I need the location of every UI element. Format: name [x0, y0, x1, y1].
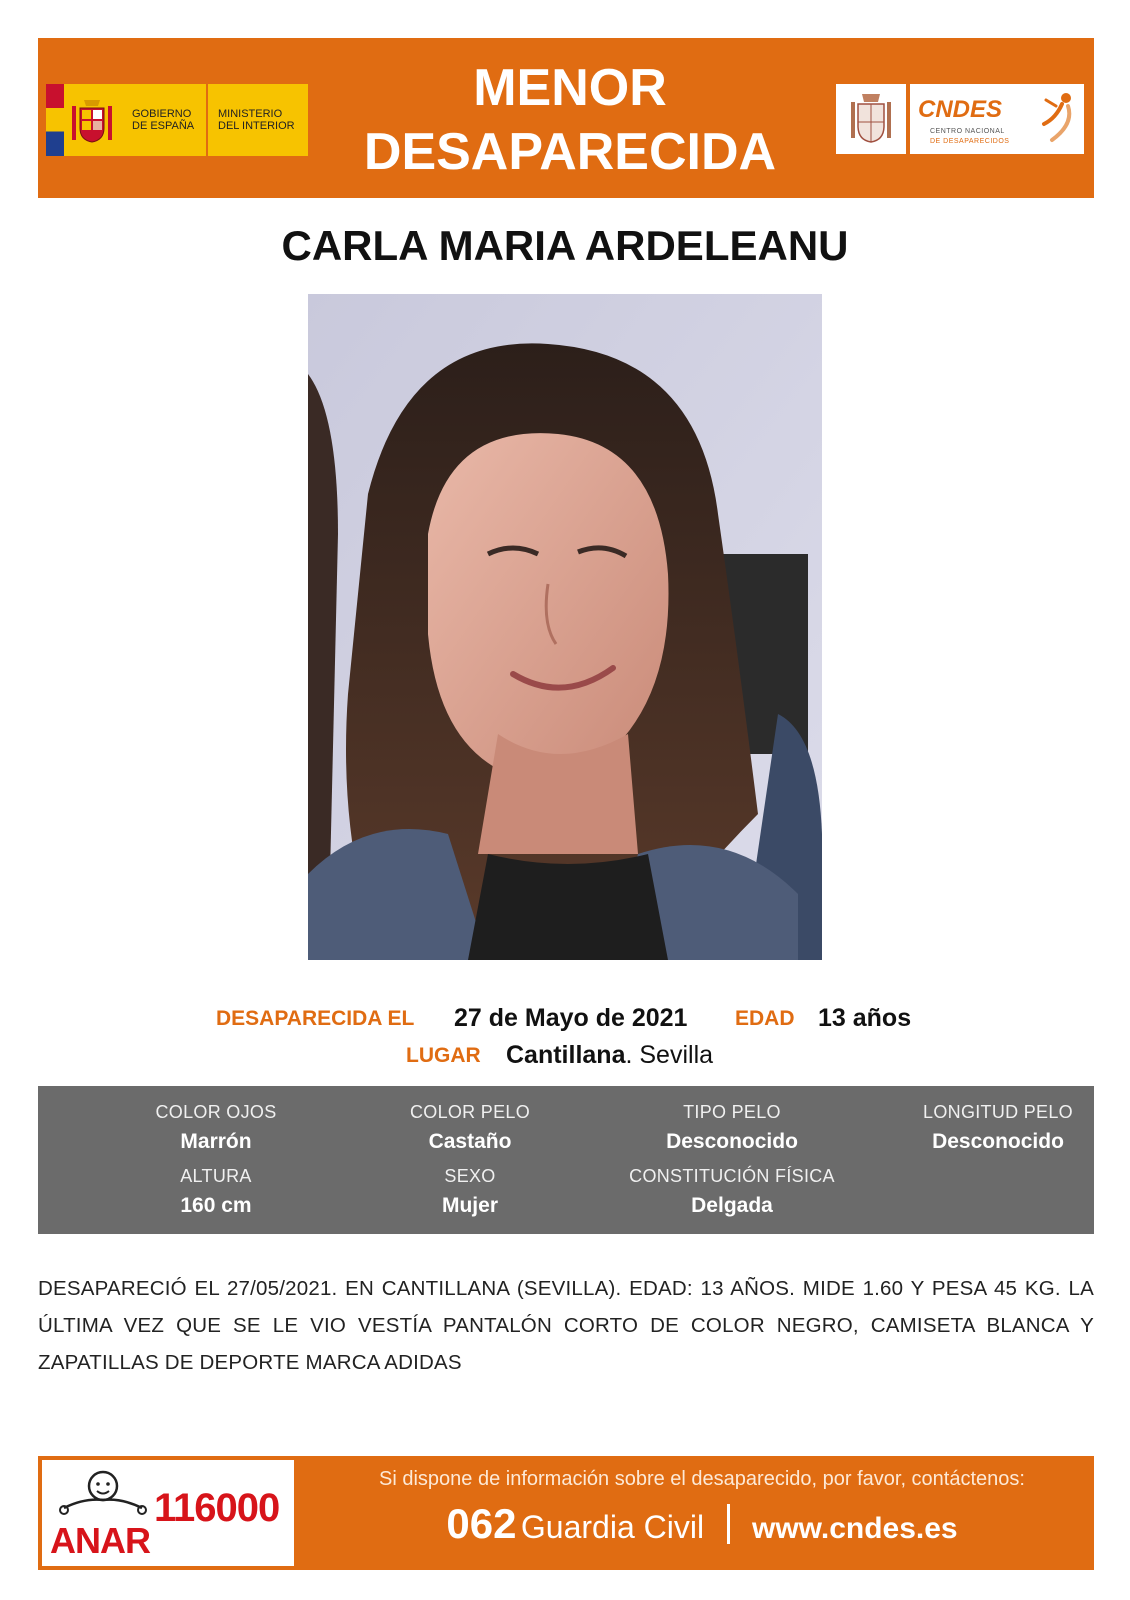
age-value: 13 años — [818, 1004, 912, 1032]
portrait-image — [308, 294, 822, 960]
contact-prompt: Si dispone de información sobre el desaparecido, por favor, contáctenos: — [379, 1468, 1025, 1490]
flag-strip — [46, 84, 64, 156]
place-city: Cantillana — [506, 1041, 626, 1069]
gov-logo-divider — [206, 84, 208, 156]
feature-sex — [340, 1166, 600, 1218]
website-link[interactable]: www.cndes.es — [751, 1512, 958, 1545]
cndes-brand-box — [910, 84, 1084, 154]
age-label: EDAD — [735, 1007, 795, 1030]
feature-value: Delgada — [691, 1194, 773, 1217]
coat-of-arms-icon — [70, 96, 114, 146]
feature-hair-length — [868, 1102, 1128, 1154]
emergency-org: Guardia Civil — [520, 1509, 705, 1545]
feature-value: Castaño — [428, 1130, 512, 1153]
feature-label: ALTURA — [180, 1166, 252, 1186]
missing-person-name: CARLA MARIA ARDELEANU — [281, 222, 849, 269]
emergency-phone[interactable]: 062 — [446, 1500, 517, 1547]
feature-value: Desconocido — [666, 1130, 798, 1153]
running-figure-icon — [1034, 90, 1078, 146]
feature-hair-color — [340, 1102, 600, 1154]
feature-height — [86, 1166, 346, 1218]
feature-label: COLOR OJOS — [155, 1102, 277, 1122]
feature-label: COLOR PELO — [409, 1102, 531, 1122]
government-logo — [46, 84, 308, 156]
cndes-logo — [836, 84, 1084, 154]
contact-row — [310, 1500, 1094, 1548]
contact-divider — [727, 1504, 730, 1544]
page-title-line1: MENOR — [473, 59, 667, 117]
feature-eye-color — [86, 1102, 346, 1154]
date-missing-label: DESAPARECIDA EL — [216, 1007, 415, 1030]
date-missing-value: 27 de Mayo de 2021 — [454, 1004, 688, 1032]
feature-hair-type — [602, 1102, 862, 1154]
page-title-line2: DESAPARECIDA — [363, 123, 777, 181]
case-description: DESAPARECIÓ EL 27/05/2021. EN CANTILLANA (SEVILLA). EDAD: 13 AÑOS. MIDE 1.60 Y PESA 45 KG. LA ÚLTIMA VEZ QUE SE LE VIO VESTÍA PANTALÓN CORTO DE COLOR NEGRO, CAMISETA BLANCA Y ZAPATILLAS DE DEPORTE MARCA ADIDAS — [38, 1277, 1094, 1374]
physical-features-panel — [38, 1086, 1094, 1234]
gov-logo-line2: MINISTERIO DEL INTERIOR — [218, 108, 295, 132]
feature-build — [602, 1166, 862, 1218]
feature-label: LONGITUD PELO — [923, 1102, 1073, 1122]
feature-label: TIPO PELO — [683, 1102, 781, 1122]
feature-value: Desconocido — [932, 1130, 1064, 1153]
gov-logo-line1: GOBIERNO DE ESPAÑA — [132, 108, 195, 132]
feature-value: 160 cm — [180, 1194, 252, 1217]
missing-person-photo — [308, 294, 822, 960]
cndes-subtitle-2: DE DESAPARECIDOS — [930, 138, 1010, 145]
anar-child-icon — [58, 1468, 148, 1524]
anar-label: ANAR — [50, 1520, 150, 1561]
feature-value: Marrón — [180, 1130, 252, 1153]
cndes-shield-box — [836, 84, 906, 154]
anar-hotline-box[interactable] — [42, 1460, 294, 1566]
anar-phone-number: 116000 — [154, 1486, 280, 1530]
place-province: . Sevilla — [625, 1041, 714, 1069]
place-label: LUGAR — [406, 1044, 481, 1067]
feature-value: Mujer — [441, 1194, 498, 1217]
feature-label: CONSTITUCIÓN FÍSICA — [629, 1166, 835, 1186]
feature-label: SEXO — [444, 1166, 496, 1186]
cndes-brand-text: CNDES — [918, 96, 1003, 123]
place-value — [506, 1041, 713, 1070]
cndes-subtitle-1: CENTRO NACIONAL — [930, 128, 1005, 135]
coat-of-arms-icon — [850, 92, 892, 146]
